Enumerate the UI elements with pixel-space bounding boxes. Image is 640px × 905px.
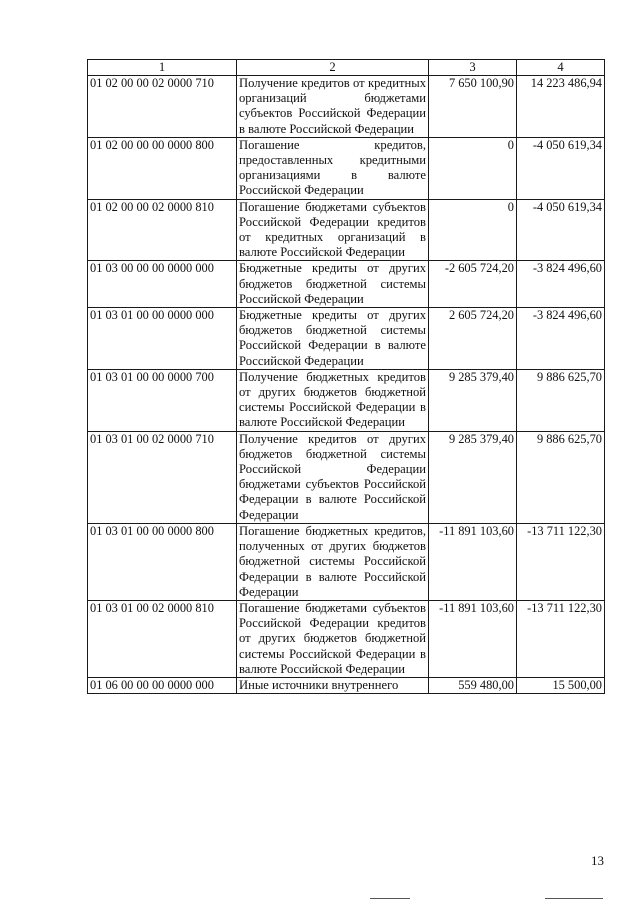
budget-code-cell: 01 03 00 00 00 0000 000 xyxy=(88,261,237,308)
description-cell: Погашение кредитов, предоставленных кредитными организациями в валюте Российской Федерации xyxy=(237,137,429,199)
footer-divider-left xyxy=(370,898,410,899)
table-row xyxy=(88,261,605,308)
description-cell: Погашение бюджетами субъектов Российской Федерации кредитов от кредитных организаций в валюте Российской Федерации xyxy=(237,199,429,261)
table-row xyxy=(88,523,605,600)
table-row xyxy=(88,76,605,138)
header-col-4: 4 xyxy=(517,60,605,76)
footer-divider-right xyxy=(545,898,603,899)
table-row xyxy=(88,369,605,431)
table-row xyxy=(88,308,605,370)
table-header-row xyxy=(88,60,605,76)
budget-code-cell: 01 02 00 00 00 0000 800 xyxy=(88,137,237,199)
budget-sources-table xyxy=(87,59,605,694)
amount-col4-cell: -4 050 619,34 xyxy=(517,199,605,261)
description-cell: Получение бюджетных кредитов от других бюджетов бюджетной системы Российской Федерации в валюте Российской Федерации xyxy=(237,369,429,431)
budget-code-cell: 01 06 00 00 00 0000 000 xyxy=(88,677,237,693)
amount-col4-cell: -4 050 619,34 xyxy=(517,137,605,199)
header-col-2: 2 xyxy=(237,60,429,76)
description-cell: Погашение бюджетами субъектов Российской Федерации кредитов от других бюджетов бюджетной системы Российской Федерации в валюте Российской Федерации xyxy=(237,600,429,677)
amount-col3-cell: -11 891 103,60 xyxy=(429,523,517,600)
budget-code-cell: 01 03 01 00 02 0000 810 xyxy=(88,600,237,677)
description-cell: Погашение бюджетных кредитов, полученных от других бюджетов бюджетной системы Российской Федерации в валюте Российской Федерации xyxy=(237,523,429,600)
amount-col4-cell: -13 711 122,30 xyxy=(517,523,605,600)
description-cell: Получение кредитов от других бюджетов бюджетной системы Российской Федерации бюджетами субъектов Российской Федерации в валюте Российской Федерации xyxy=(237,431,429,523)
description-cell: Бюджетные кредиты от других бюджетов бюджетной системы Российской Федерации в валюте Российской Федерации xyxy=(237,308,429,370)
budget-code-cell: 01 02 00 00 02 0000 710 xyxy=(88,76,237,138)
amount-col4-cell: 9 886 625,70 xyxy=(517,431,605,523)
description-cell: Иные источники внутреннего xyxy=(237,677,429,693)
page-number: 13 xyxy=(591,853,604,868)
table-body xyxy=(88,76,605,694)
amount-col3-cell: -2 605 724,20 xyxy=(429,261,517,308)
amount-col3-cell: 7 650 100,90 xyxy=(429,76,517,138)
amount-col3-cell: 0 xyxy=(429,137,517,199)
amount-col4-cell: -3 824 496,60 xyxy=(517,308,605,370)
table-row xyxy=(88,431,605,523)
budget-code-cell: 01 03 01 00 00 0000 700 xyxy=(88,369,237,431)
table-header xyxy=(88,60,605,76)
table-row xyxy=(88,677,605,693)
header-col-3: 3 xyxy=(429,60,517,76)
description-cell: Бюджетные кредиты от других бюджетов бюджетной системы Российской Федерации xyxy=(237,261,429,308)
amount-col4-cell: 9 886 625,70 xyxy=(517,369,605,431)
description-cell: Получение кредитов от кредитных организаций бюджетами субъектов Российской Федерации в валюте Российской Федерации xyxy=(237,76,429,138)
amount-col3-cell: -11 891 103,60 xyxy=(429,600,517,677)
table-row xyxy=(88,600,605,677)
amount-col4-cell: -3 824 496,60 xyxy=(517,261,605,308)
budget-code-cell: 01 03 01 00 02 0000 710 xyxy=(88,431,237,523)
amount-col3-cell: 2 605 724,20 xyxy=(429,308,517,370)
amount-col4-cell: 14 223 486,94 xyxy=(517,76,605,138)
budget-code-cell: 01 03 01 00 00 0000 000 xyxy=(88,308,237,370)
budget-code-cell: 01 02 00 00 02 0000 810 xyxy=(88,199,237,261)
amount-col3-cell: 9 285 379,40 xyxy=(429,369,517,431)
amount-col4-cell: -13 711 122,30 xyxy=(517,600,605,677)
budget-code-cell: 01 03 01 00 00 0000 800 xyxy=(88,523,237,600)
amount-col3-cell: 9 285 379,40 xyxy=(429,431,517,523)
header-col-1: 1 xyxy=(88,60,237,76)
table-row xyxy=(88,137,605,199)
amount-col3-cell: 559 480,00 xyxy=(429,677,517,693)
amount-col4-cell: 15 500,00 xyxy=(517,677,605,693)
amount-col3-cell: 0 xyxy=(429,199,517,261)
table-row xyxy=(88,199,605,261)
